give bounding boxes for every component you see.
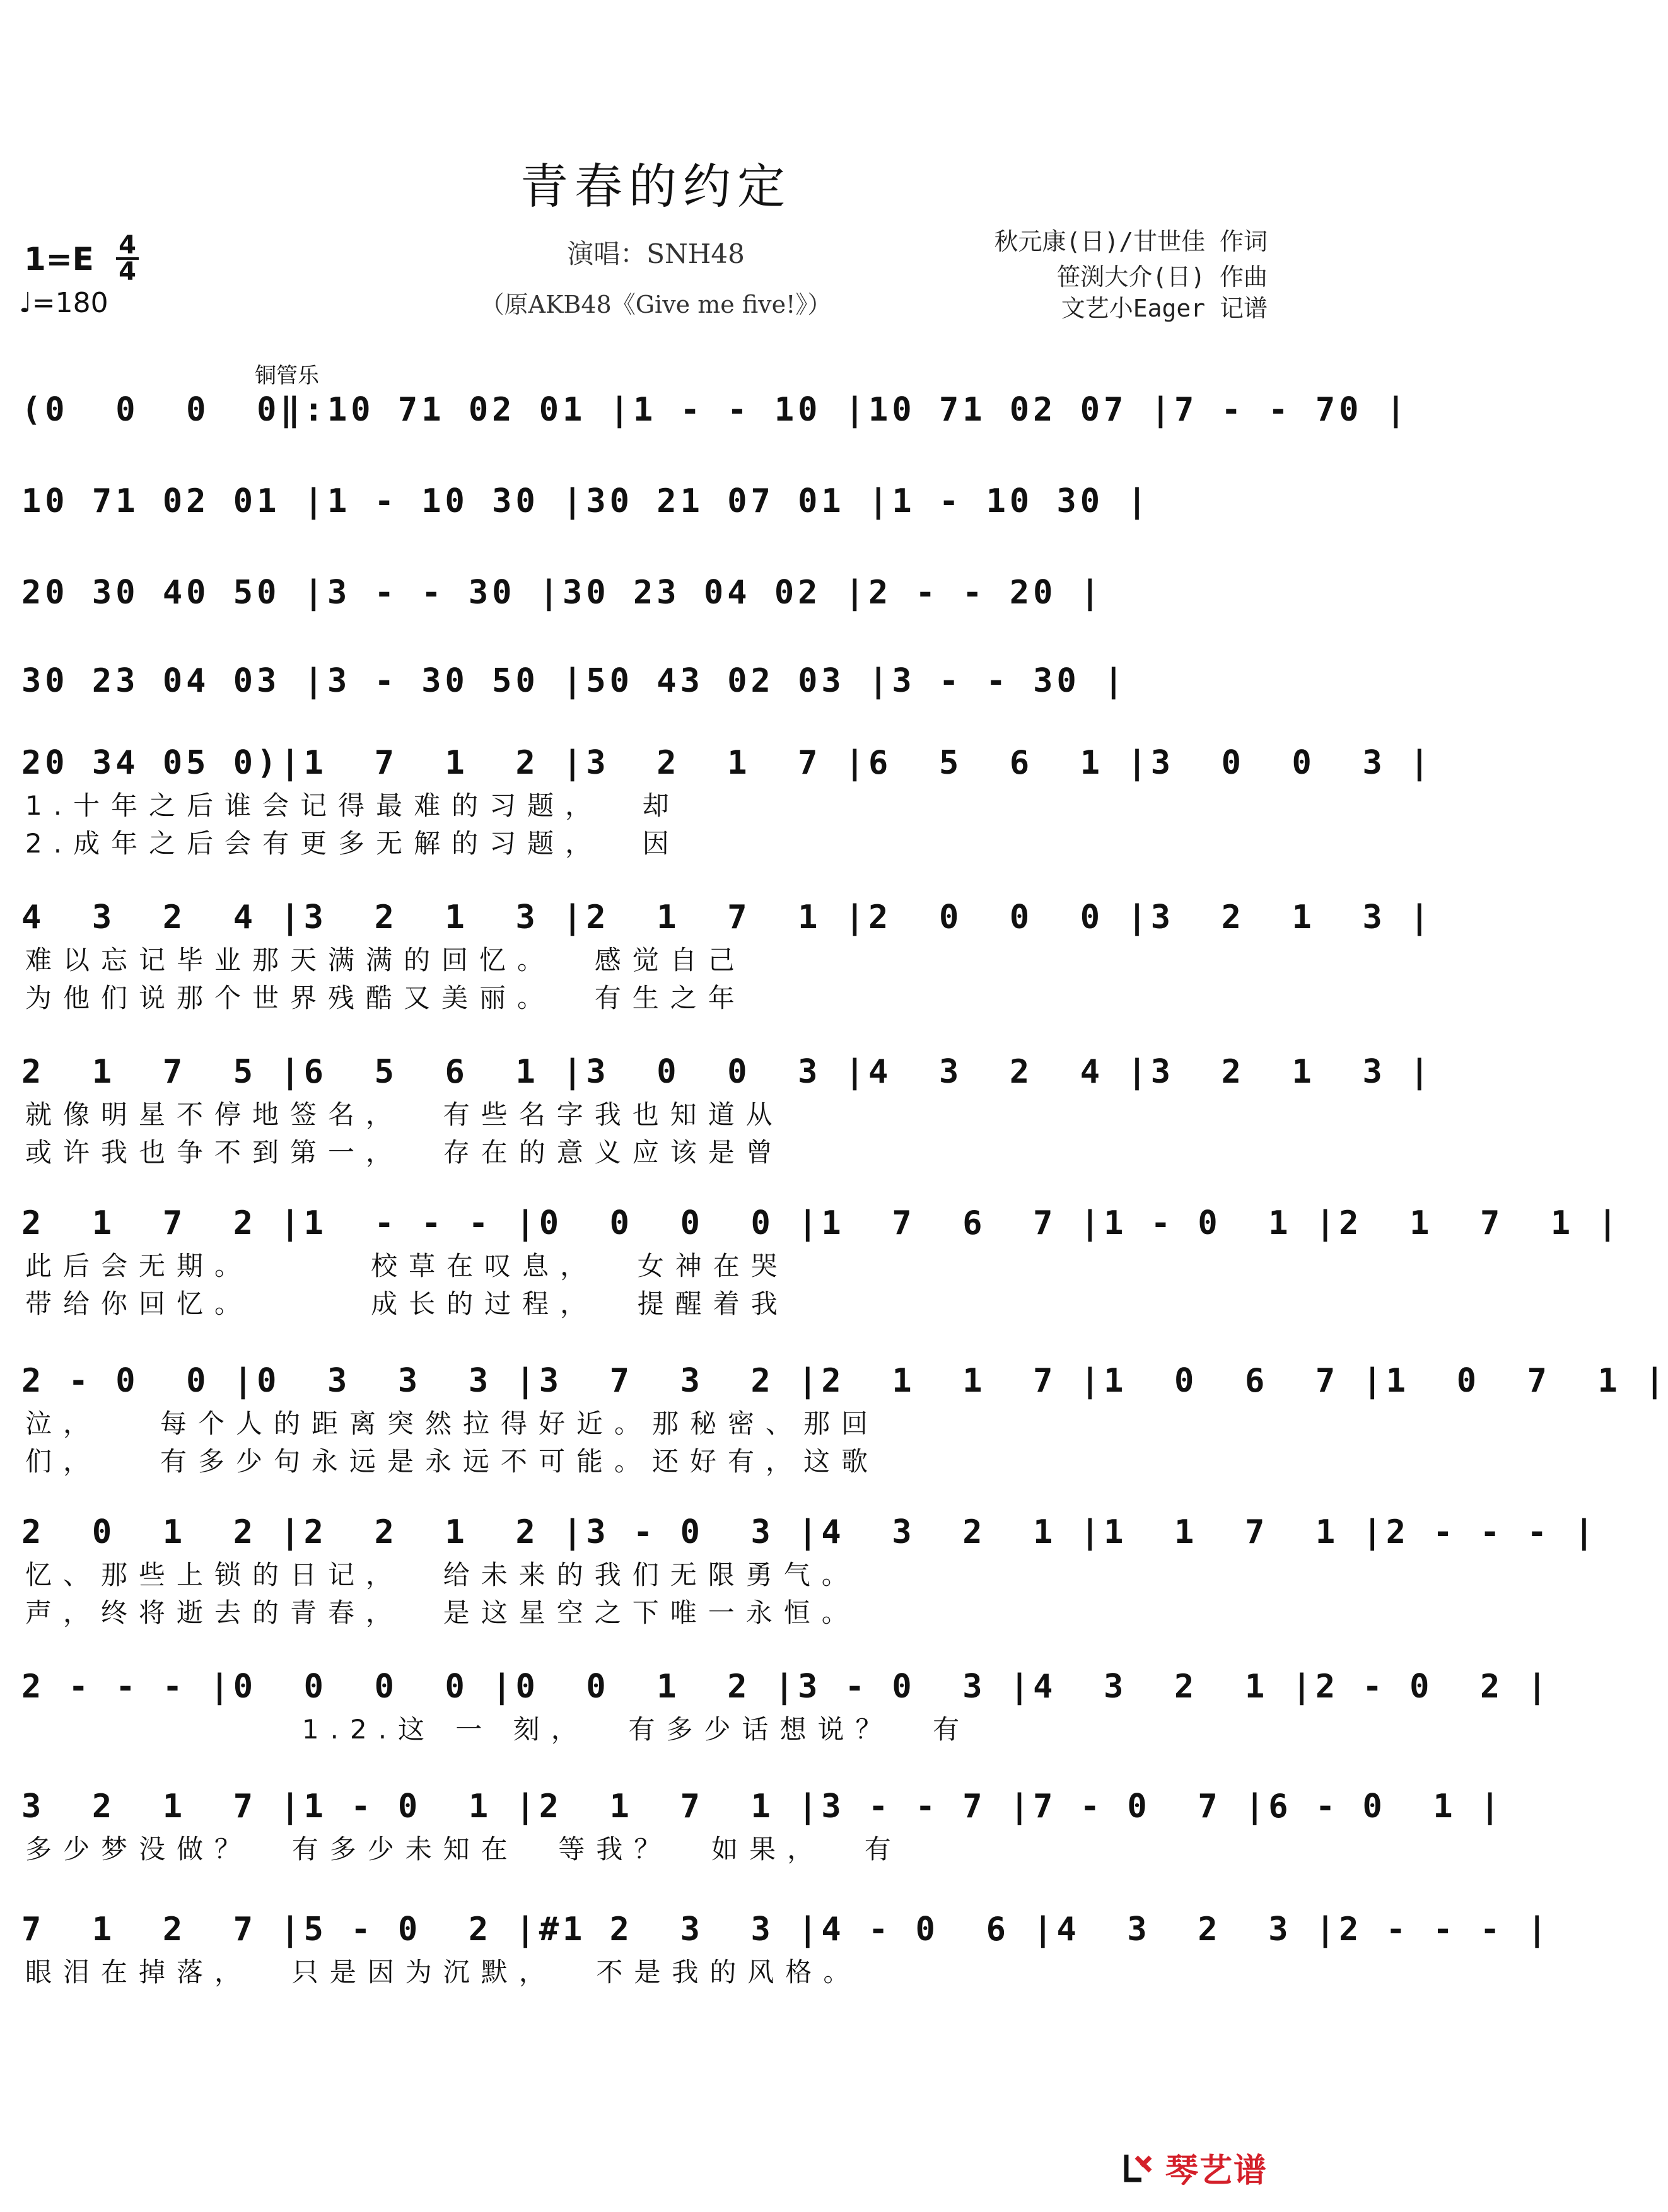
time-signature-bottom: 4 [119, 257, 136, 286]
notation-line: 2 - - - |0 0 0 0 |0 0 1 2 |3 - 0 3 |4 3 2 1 |2 - 0 2 | [21, 1668, 1551, 1706]
notation-line: 4 3 2 4 |3 2 1 3 |2 1 7 1 |2 0 0 0 |3 2 1 3 | [21, 899, 1433, 936]
time-signature-top: 4 [119, 231, 136, 260]
key-signature: 1=E [24, 241, 94, 277]
original-song-line: （原AKB48《Give me five!》） [480, 291, 832, 318]
lyric-line: 们， 有多少句永远是永远不可能。还好有，这歌 [25, 1446, 880, 1477]
notation-line: 2 - 0 0 |0 3 3 3 |3 7 3 2 |2 1 1 7 |1 0 6 7 |1 0 7 1 | [21, 1362, 1668, 1400]
lyric-line: 或许我也争不到第一， 存在的意义应该是曾 [25, 1137, 784, 1168]
lyric-line: 难以忘记毕业那天满满的回忆。 感觉自己 [25, 945, 746, 975]
notation-line: 2 1 7 5 |6 5 6 1 |3 0 0 3 |4 3 2 4 |3 2 1 3 | [21, 1053, 1433, 1091]
time-signature [115, 233, 140, 284]
lyric-line: 多少梦没做？ 有多少未知在 等我？ 如果， 有 [25, 1834, 902, 1865]
lyric-line: 1.2.这 一 刻， 有多少话想说？ 有 [25, 1714, 971, 1745]
lyric-line: 泣， 每个人的距离突然拉得好近。那秘密、那回 [25, 1408, 880, 1439]
transcriber-credit: 文艺小Eager 记谱 [1061, 294, 1268, 322]
notation-line: 10 71 02 01 |1 - 10 30 |30 21 07 01 |1 - 10 30 | [21, 482, 1151, 520]
instrument-note: 铜管乐 [255, 363, 319, 388]
lyricist-credit: 秋元康(日)/甘世佳 作词 [994, 228, 1268, 255]
logo-mark-icon [1123, 2148, 1160, 2186]
logo-text: 琴艺谱 [1165, 2151, 1268, 2190]
notation-line: 20 34 05 0)|1 7 1 2 |3 2 1 7 |6 5 6 1 |3 0 0 3 | [21, 744, 1433, 782]
notation-line: 20 30 40 50 |3 - - 30 |30 23 04 02 |2 - - 20 | [21, 574, 1104, 612]
notation-line: 2 0 1 2 |2 2 1 2 |3 - 0 3 |4 3 2 1 |1 1 7 1 |2 - - - | [21, 1513, 1598, 1551]
lyric-line: 眼泪在掉落， 只是因为沉默， 不是我的风格。 [25, 1957, 861, 1988]
lyric-line: 1.十年之后谁会记得最难的习题， 却 [25, 790, 680, 821]
quarter-note-icon: ♩ [19, 287, 32, 319]
singer-line: 演唱：SNH48 [567, 238, 745, 269]
lyric-line: 带给你回忆。 成长的过程， 提醒着我 [25, 1288, 789, 1319]
lyric-line: 忆、那些上锁的日记， 给未来的我们无限勇气。 [25, 1559, 860, 1590]
lyric-line: 为他们说那个世界残酷又美丽。 有生之年 [25, 982, 746, 1013]
lyric-line: 就像明星不停地签名， 有些名字我也知道从 [25, 1099, 784, 1130]
tempo-value: =180 [32, 287, 108, 319]
lyric-line: 此后会无期。 校草在叹息， 女神在哭 [25, 1250, 789, 1281]
notation-line: 3 2 1 7 |1 - 0 1 |2 1 7 1 |3 - - 7 |7 - 0 7 |6 - 0 1 | [21, 1788, 1504, 1825]
page-title: 青春的约定 [520, 158, 791, 214]
lyric-line: 声，终将逝去的青春， 是这星空之下唯一永恒。 [25, 1597, 860, 1628]
composer-credit: 笹渕大介(日) 作曲 [1056, 263, 1268, 291]
notation-line: 2 1 7 2 |1 - - - |0 0 0 0 |1 7 6 7 |1 - 0 1 |2 1 7 1 | [21, 1204, 1621, 1242]
site-logo [1123, 2144, 1268, 2191]
notation-line: 7 1 2 7 |5 - 0 2 |#1 2 3 3 |4 - 0 6 |4 3 2 3 |2 - - - | [21, 1911, 1551, 1948]
tempo-marking [19, 287, 108, 319]
lyric-line: 2.成年之后会有更多无解的习题， 因 [25, 828, 680, 859]
notation-line: (0 0 0 0‖:10 71 02 01 |1 - - 10 |10 71 02 07 |7 - - 70 | [21, 391, 1410, 429]
notation-line: 30 23 04 03 |3 - 30 50 |50 43 02 03 |3 - - 30 | [21, 662, 1128, 700]
